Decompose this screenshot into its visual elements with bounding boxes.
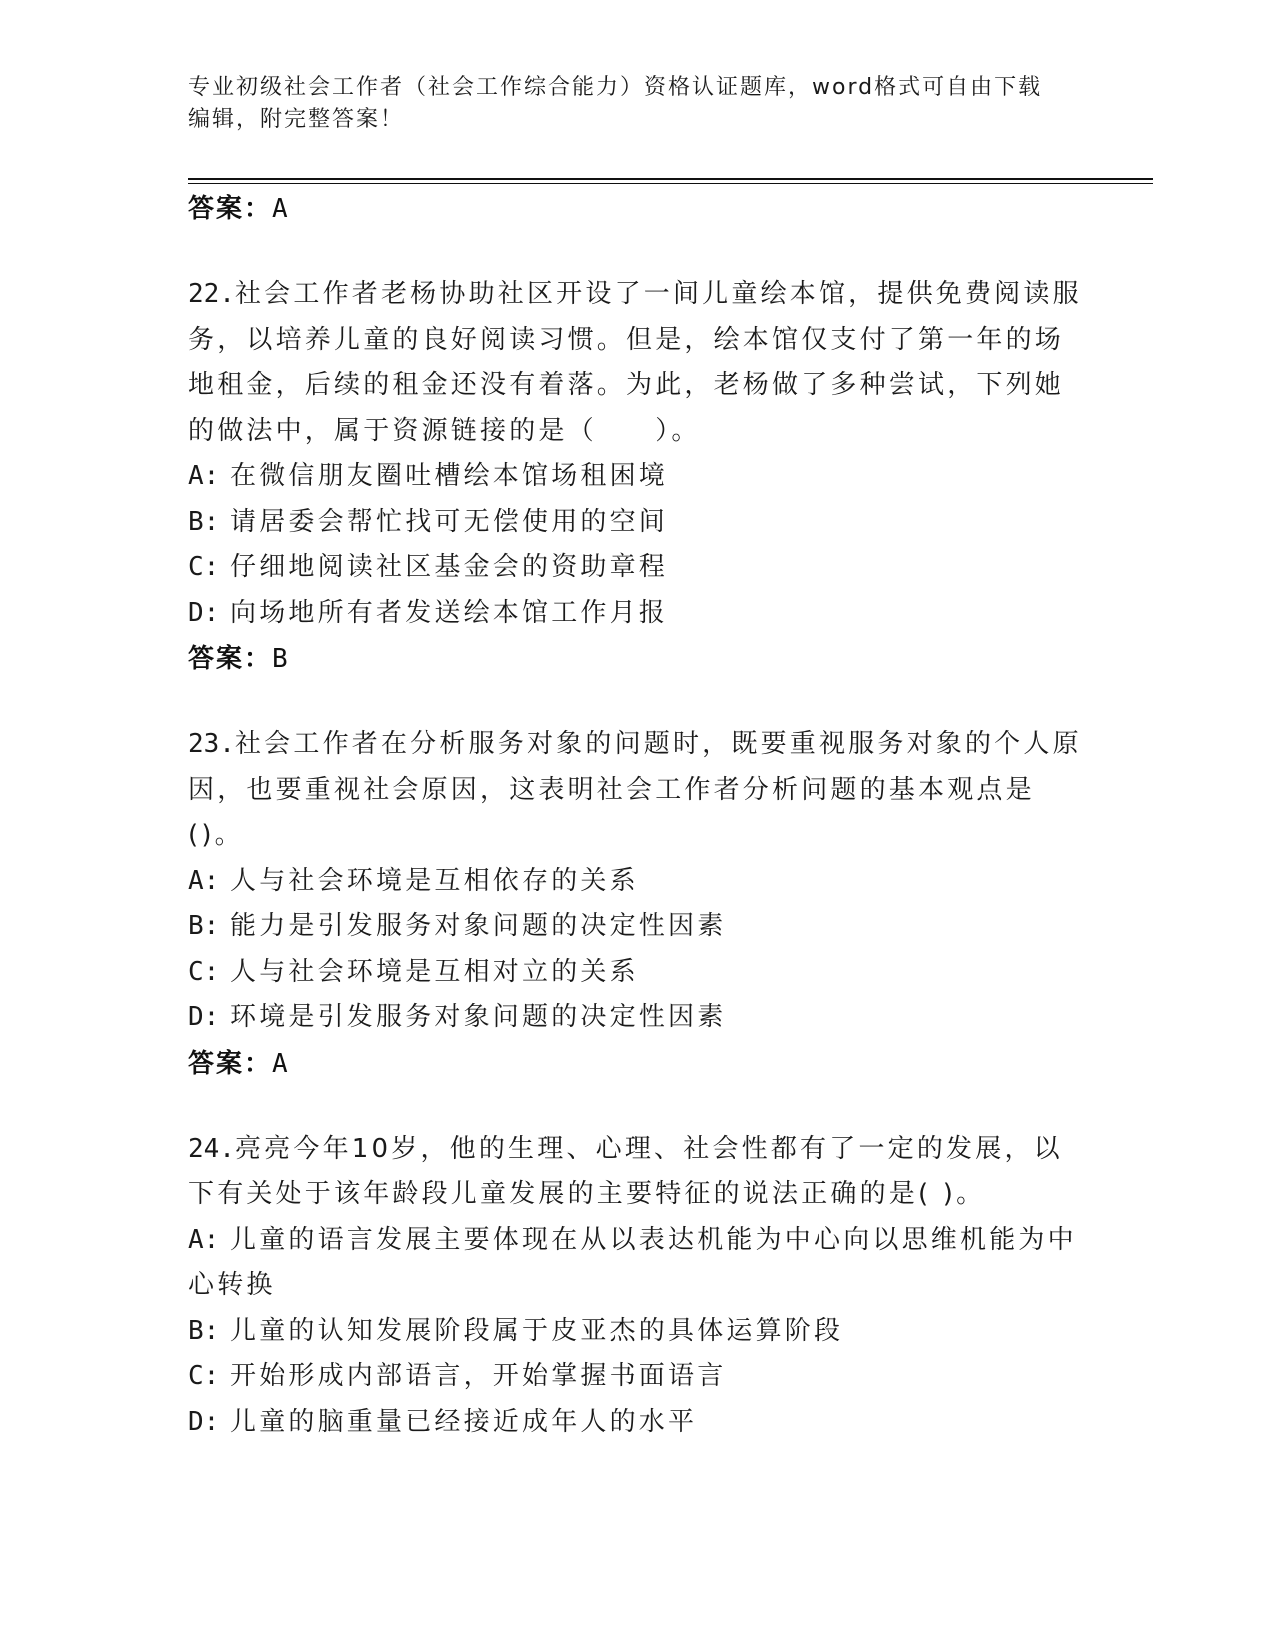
- option-d: [188, 995, 1088, 1041]
- question-number: 22.: [188, 279, 235, 309]
- option-key: B:: [188, 911, 220, 941]
- answer-label: 答案：: [188, 1048, 273, 1079]
- option-c: [188, 545, 1088, 591]
- option-text: 儿童的脑重量已经接近成年人的水平: [230, 1406, 698, 1437]
- question-stem: [188, 272, 1088, 454]
- option-a: [188, 454, 1088, 500]
- answer-value: A: [272, 1048, 290, 1079]
- question-text: 社会工作者在分析服务对象的问题时，既要重视服务对象的个人原因，也要重视社会原因，这表明社会工作者分析问题的基本观点是()。: [188, 729, 1082, 850]
- option-text: 环境是引发服务对象问题的决定性因素: [230, 1002, 727, 1032]
- header-divider-thick: [188, 178, 1153, 180]
- question-block: [188, 722, 1088, 1087]
- question-number: 23.: [188, 729, 235, 759]
- option-text: 儿童的认知发展阶段属于皮亚杰的具体运算阶段: [230, 1315, 844, 1346]
- option-c: [188, 1354, 1088, 1400]
- option-key: D:: [188, 1406, 220, 1437]
- spacer: [188, 1087, 1088, 1127]
- answer-label: 答案：: [188, 644, 273, 674]
- option-b: [188, 1309, 1088, 1355]
- header-line-1: 专业初级社会工作者（社会工作综合能力）资格认证题库，word格式可自由下载: [188, 75, 1043, 100]
- option-key: C:: [188, 956, 220, 987]
- spacer: [188, 232, 1088, 272]
- option-a: [188, 1218, 1088, 1309]
- option-key: B:: [188, 1315, 220, 1346]
- question-stem: [188, 1127, 1088, 1218]
- option-text: 仔细地阅读社区基金会的资助章程: [230, 552, 669, 582]
- option-key: B:: [188, 506, 220, 537]
- option-b: [188, 904, 1088, 950]
- question-block: [188, 1127, 1088, 1446]
- option-key: A:: [188, 1224, 220, 1255]
- option-key: A:: [188, 865, 220, 896]
- question-text: 社会工作者老杨协助社区开设了一间儿童绘本馆，提供免费阅读服务，以培养儿童的良好阅读习惯。但是，绘本馆仅支付了第一年的场地租金，后续的租金还没有着落。为此，老杨做了多种尝试，下列她的做法中，属于资源链接的是（ ）。: [188, 279, 1082, 446]
- option-text: 在微信朋友圈吐槽绘本馆场租困境: [230, 461, 669, 491]
- option-key: C:: [188, 1361, 220, 1391]
- document-body: [188, 186, 1088, 1445]
- option-b: [188, 500, 1088, 546]
- question-block: [188, 272, 1088, 682]
- page-header: [188, 72, 1068, 136]
- option-text: 人与社会环境是互相对立的关系: [230, 956, 639, 987]
- option-text: 请居委会帮忙找可无偿使用的空间: [230, 506, 669, 537]
- option-text: 能力是引发服务对象问题的决定性因素: [230, 911, 727, 941]
- option-a: [188, 859, 1088, 905]
- option-key: D:: [188, 597, 220, 628]
- spacer: [188, 682, 1088, 722]
- option-d: [188, 1400, 1088, 1446]
- header-divider-thin: [188, 183, 1153, 184]
- option-text: 开始形成内部语言，开始掌握书面语言: [230, 1361, 727, 1391]
- answer-value: B: [272, 644, 290, 674]
- answer-label: 答案：: [188, 194, 273, 224]
- option-key: C:: [188, 552, 220, 582]
- option-text: 向场地所有者发送绘本馆工作月报: [230, 597, 669, 628]
- answer-value: A: [272, 194, 290, 224]
- option-text: 儿童的语言发展主要体现在从以表达机能为中心向以思维机能为中心转换: [188, 1224, 1077, 1300]
- option-d: [188, 591, 1088, 637]
- header-line-2: 编辑，附完整答案！: [188, 107, 405, 132]
- answer-line: [188, 636, 1088, 682]
- question-stem: [188, 722, 1088, 859]
- question-text: 亮亮今年10岁，他的生理、心理、社会性都有了一定的发展，以下有关处于该年龄段儿童发展的主要特征的说法正确的是( )。: [188, 1133, 1063, 1209]
- option-c: [188, 950, 1088, 996]
- answer-line: [188, 1041, 1088, 1087]
- option-text: 人与社会环境是互相依存的关系: [230, 865, 639, 896]
- answer-line: [188, 186, 1088, 232]
- question-number: 24.: [188, 1133, 235, 1164]
- option-key: D:: [188, 1002, 220, 1032]
- option-key: A:: [188, 461, 220, 491]
